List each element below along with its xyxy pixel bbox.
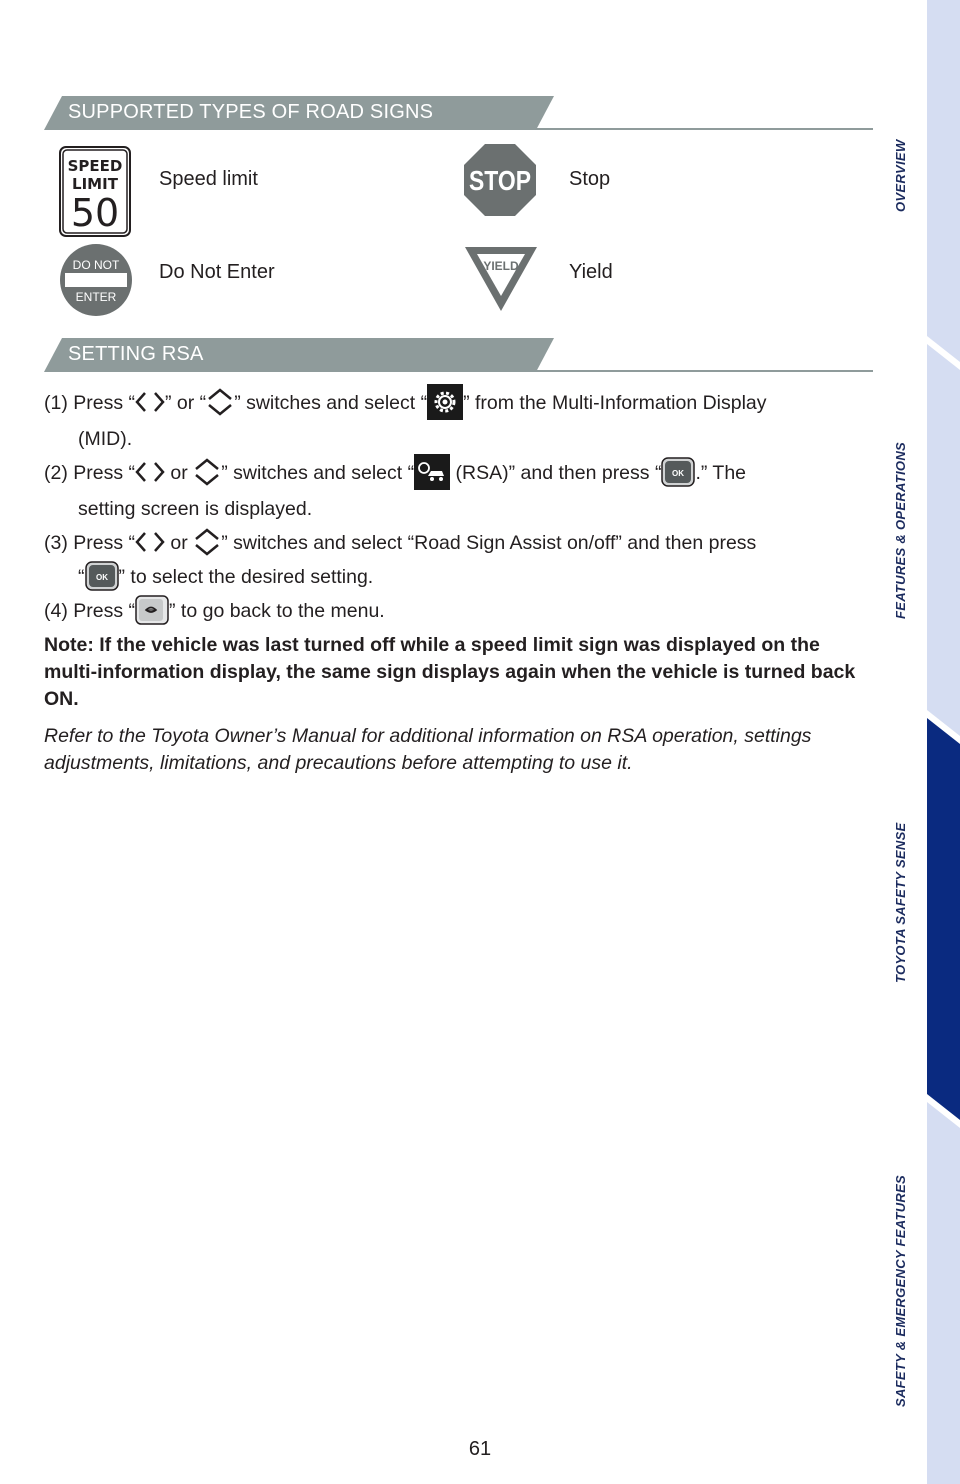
tab-tss-bg[interactable] bbox=[927, 718, 960, 1120]
left-right-arrows-icon bbox=[135, 391, 165, 413]
rsa-steps bbox=[44, 386, 864, 628]
left-right-arrows-icon bbox=[135, 531, 165, 553]
svg-text:OK: OK bbox=[95, 572, 108, 582]
page-number: 61 bbox=[468, 1438, 492, 1460]
section-title: SUPPORTED TYPES OF ROAD SIGNS bbox=[68, 101, 434, 123]
step-4: (4) Press “ ” to go back to the menu. bbox=[44, 594, 864, 628]
tab-features-operations[interactable]: FEATURES & OPERATIONS bbox=[893, 442, 908, 619]
tab-toyota-safety-sense[interactable]: TOYOTA SAFETY SENSE bbox=[893, 822, 908, 983]
yield-sign-icon bbox=[464, 246, 538, 312]
up-down-arrows-icon bbox=[206, 388, 234, 416]
section-header-setting-rsa bbox=[44, 338, 874, 372]
stop-label: Stop bbox=[569, 168, 611, 190]
section-title: SETTING RSA bbox=[68, 343, 204, 365]
gear-icon bbox=[427, 384, 463, 420]
tab-safety-bg[interactable] bbox=[927, 1102, 960, 1484]
tab-features-bg[interactable] bbox=[927, 344, 960, 736]
up-down-arrows-icon bbox=[193, 528, 221, 556]
svg-text:STOP: STOP bbox=[469, 165, 531, 196]
note-text: Note: If the vehicle was last turned off while a speed limit sign was displayed on the multi-information display, the same sign displays again when the vehicle is turned back ON. bbox=[44, 634, 856, 710]
side-tabs bbox=[927, 0, 960, 1484]
refer-text: Refer to the Toyota Owner’s Manual for additional information on RSA operation, settings adjustments, limitations, and precautions before attempting to use it. bbox=[44, 725, 812, 774]
up-down-arrows-icon bbox=[193, 458, 221, 486]
tab-overview-bg[interactable] bbox=[927, 0, 960, 362]
ok-button-icon bbox=[85, 561, 119, 591]
step-2: (2) Press “ or ” switches and select “ (RSA)” and then press “ OK .” The setting screen is displayed. bbox=[44, 456, 864, 526]
step-3: (3) Press “ or ” switches and select “Road Sign Assist on/off” and then press “ OK ” to select the desired setting. bbox=[44, 526, 864, 594]
left-right-arrows-icon bbox=[135, 461, 165, 483]
speed-limit-sign-icon bbox=[59, 146, 131, 237]
svg-text:OK: OK bbox=[672, 469, 685, 478]
ok-button-icon bbox=[661, 457, 695, 487]
tab-safety-emergency[interactable]: SAFETY & EMERGENCY FEATURES bbox=[893, 1174, 908, 1407]
yield-label: Yield bbox=[569, 261, 613, 283]
do-not-enter-label: Do Not Enter bbox=[159, 261, 275, 283]
do-not-enter-sign-icon bbox=[59, 243, 133, 317]
svg-text:ENTER: ENTER bbox=[75, 290, 117, 304]
svg-text:SPEED: SPEED bbox=[67, 157, 123, 175]
section-header-road-signs bbox=[44, 96, 874, 130]
rsa-icon bbox=[414, 454, 450, 490]
tab-overview[interactable]: OVERVIEW bbox=[893, 139, 908, 212]
svg-text:YIELD: YIELD bbox=[483, 259, 519, 273]
back-button-icon bbox=[135, 595, 169, 625]
svg-text:LIMIT: LIMIT bbox=[72, 175, 118, 193]
speed-limit-label: Speed limit bbox=[159, 168, 258, 190]
svg-text:DO NOT: DO NOT bbox=[72, 258, 120, 272]
stop-sign-icon bbox=[463, 143, 537, 217]
svg-text:50: 50 bbox=[70, 191, 120, 235]
step-1: (1) Press “ ” or “ ” switches and select “ ” from the Multi-Information Display (MID). bbox=[44, 386, 864, 456]
